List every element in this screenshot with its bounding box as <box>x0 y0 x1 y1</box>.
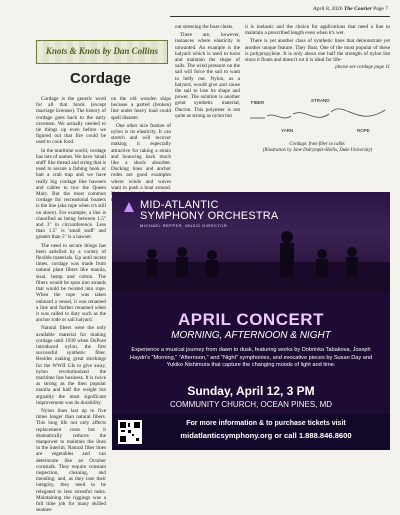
event-title: APRIL CONCERT <box>178 310 324 329</box>
ticket-info: For more information & to purchase tickets visit <box>186 420 346 427</box>
paragraph: There is yet another class of synthetic lines that demonstrate yet another unique feature. They float. One of the most popular of these is polypropylene. It is only about one half the strength of nylon but since it floats and doesn't rot it is ideal for life- <box>245 38 390 64</box>
article-column-1 <box>36 96 106 515</box>
rope-twist <box>331 109 385 116</box>
label-rope: ROPE <box>357 128 370 133</box>
article-column-4 <box>245 24 390 73</box>
paragraph: it is inelastic and the choice for applications that need a line to maintain a prescribed length even when it's wet. <box>245 24 390 37</box>
event-description: Experience a musical journey from dawn to dusk, featuring works by Dobrinka Tabakova, Joseph Haydn's "Morning," "Afternoon," and "Night" symphonies, and evocative pieces by Susan Day and Yukiko Nishimura that capture the changing moods of light and time. <box>129 347 373 368</box>
article-title: Cordage <box>70 70 131 87</box>
label-strand: STRAND <box>311 98 330 103</box>
rope-illustration <box>245 90 390 140</box>
header-rule <box>170 16 390 17</box>
issue-date: April 8, 2026 <box>312 6 343 12</box>
caption-line: Cordage: from fiber to cable. <box>289 142 346 147</box>
event-subtitle: MORNING, AFTERNOON & NIGHT <box>171 330 331 341</box>
qr-code-icon[interactable] <box>118 420 142 444</box>
event-date: Sunday, April 12, 3 PM <box>187 384 315 398</box>
event-venue: COMMUNITY CHURCH, OCEAN PINES, MD <box>169 400 333 409</box>
ticket-contact-link[interactable]: midatlanticsymphony.org or call 1.888.846.8600 <box>180 431 352 440</box>
label-yarn: YARN <box>281 128 294 133</box>
paper-name: The Courier <box>343 6 372 12</box>
page-header <box>313 6 388 12</box>
paragraph: Cordage is the generic word for all that binds (except marriage licenses). The history of cordage goes back to the early cavemen. We actually needed to tie things up even before we figured out that fire could be used to cook food. <box>36 96 106 146</box>
page-number: Page 7 <box>373 6 388 12</box>
strand-twist <box>293 113 329 118</box>
orchestra-name-line2: SYMPHONY ORCHESTRA <box>140 210 279 222</box>
paragraph: There are, however, instances where elasticity is unwanted. An example is the halyard which is used to hoist and maintain the shape of sails. The wind pressure on the sail will force the sail to want to belly out. Nylon, as a halyard, would give and cause the sail to lose its shape and power. The solution is another great synthetic material, Dacron. This polyester is not quite as strong as nylon but <box>175 32 240 119</box>
figure-caption <box>245 142 390 154</box>
music-director: MICHAEL REPPER, MUSIC DIRECTOR <box>140 223 228 228</box>
paragraph: One other nice feature of nylon is its elasticity. It can stretch and will recover making it especially attractive for taking a strain and bouncing back much like a shock absorber. Docking lines and anchor rodes are good examples where winds and waves want to push a boat around. <box>111 122 171 191</box>
paragraph: The need to secure things has been satisfied by a variety of flexible materials. Up until recent times, cordage was made from natural plant fibers like manila, sisal, hemp and cotton. The fibers would be spun into strands that would be twisted into rope. When the rope was taken onboard a vessel, it was renamed a line and further renamed when it was called to duty such as the anchor rode or sail halyard. <box>36 242 106 324</box>
paragraph: out stressing the boat cleats. <box>175 24 234 30</box>
continued-note: please see cordage page 11 <box>335 65 390 71</box>
article-column-3 <box>175 24 240 121</box>
caption-credit: (Illustration by Jane Dalrymple-Hollis, Duke University) <box>262 148 373 153</box>
paragraph: In the maritime world, cordage has lots of names. We have 'small stuff' like thread and string that is used to secure a fishing hook or bait a crab trap and we have really big cordage like hawsers and cables to tow the Queen Mary. But the most common cordage for recreational boaters is the line (aka rope when it's still on shore). For example, a line is classified as being between 1.5" and 3" in circumference. Less than 1.5" is 'small stuff' and greater than 5" is a hawser. <box>36 147 106 241</box>
orchestra-name <box>140 200 278 222</box>
concert-advertisement[interactable] <box>112 192 390 450</box>
column-banner <box>36 40 168 64</box>
orchestra-logo-icon <box>122 200 136 214</box>
label-fiber: FIBER <box>251 100 265 105</box>
article-column-2 <box>111 96 171 205</box>
banner-title: Knots & Knots by Dan Collins <box>45 46 159 56</box>
orchestra-name-line1: MID-ATLANTIC <box>140 199 219 211</box>
paragraph: Nylon lines last up to five times longer than natural fibers. This long life not only affects replacement costs but it dramatically reduces the manpower to maintain the lines in the interim. Natural fiber lines are vegetables and can deteriorate like an October cornstalk. They require constant inspection, cleaning, and mending; and, as they lose their integrity, they need to be relegated to less stressful tasks. Maintaining the riggings was a full time job for many skilled seamen <box>36 407 106 514</box>
paragraph: on the old wooden ships because a parted (broken) line under heavy load could spell disaster. <box>111 96 171 121</box>
paragraph: Natural fibers were the only available material for making cordage until 1930 when DuPont introduced nylon, the first successful synthetic fiber. Besides making great stockings for the WWII GIs to give away, nylon revolutionized the maritime line business. It is twice as strong as the then popular manila and half the weight but arguably the most significant improvement was its durability. <box>36 325 106 406</box>
yarn-strand <box>267 115 291 118</box>
